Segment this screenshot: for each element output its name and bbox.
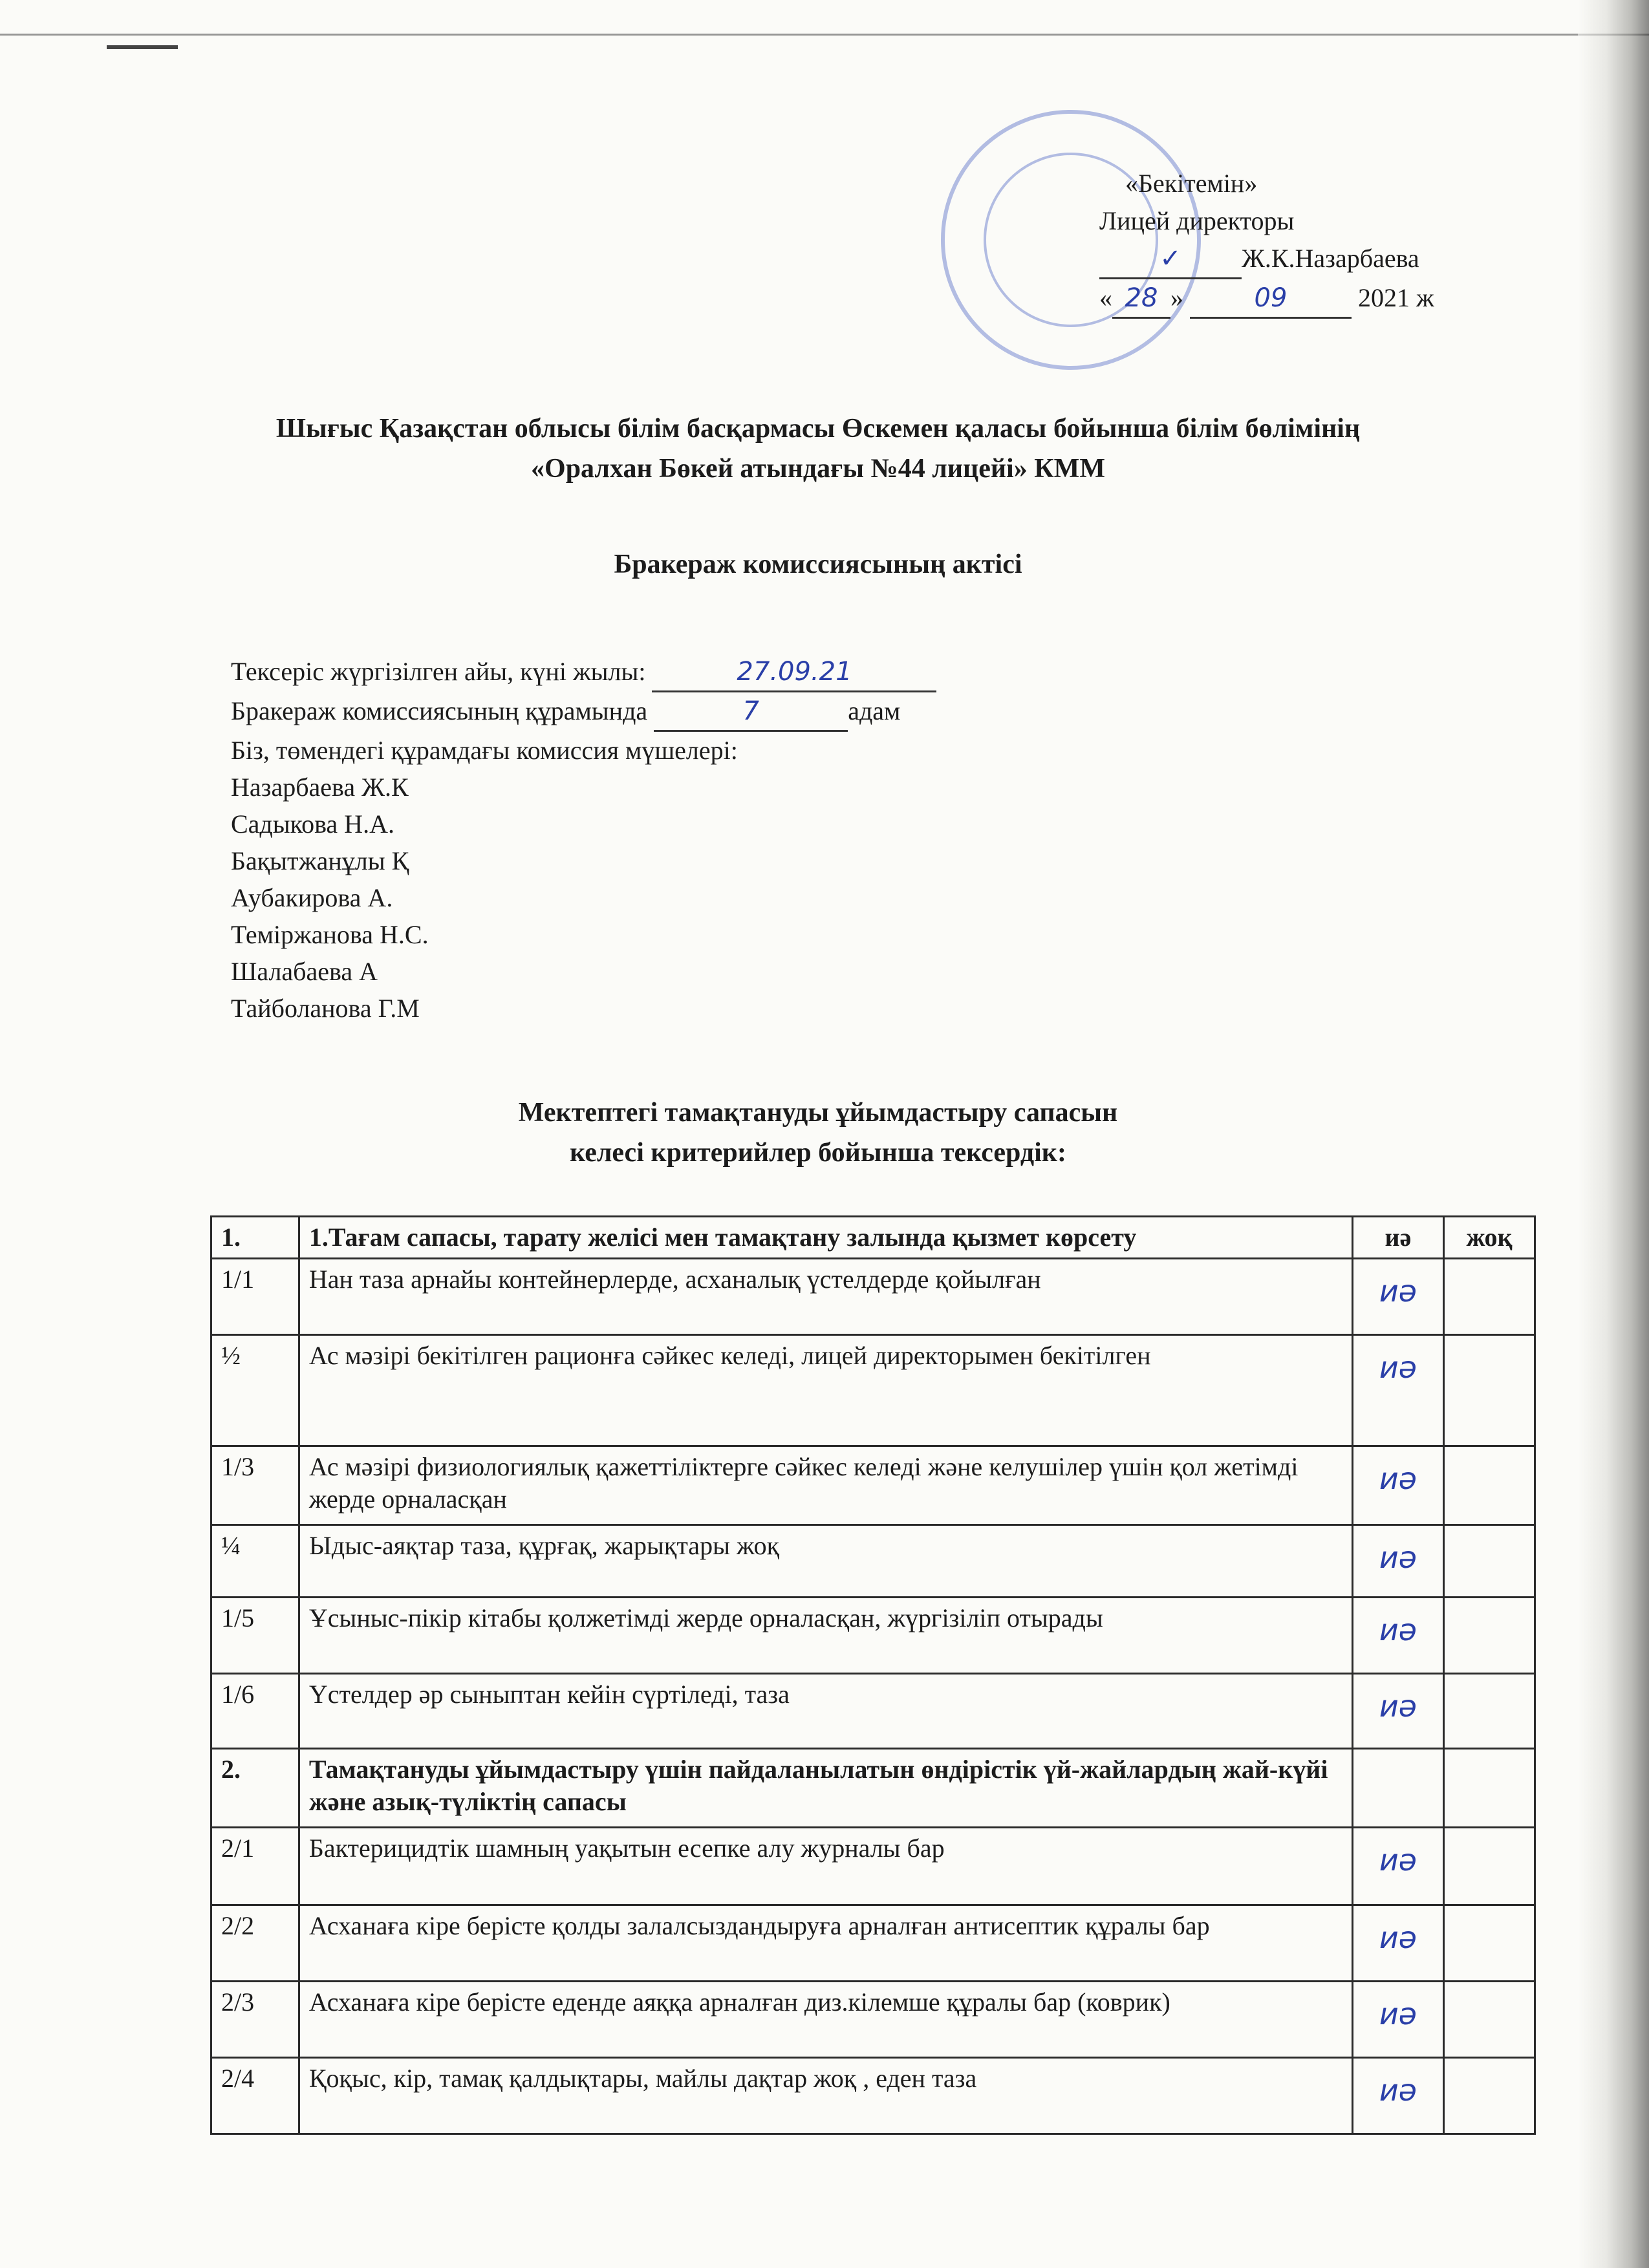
table-row: [211, 1982, 1535, 2058]
table-row: [211, 1598, 1535, 1674]
member-name: Шалабаева А: [231, 957, 378, 986]
section-2-row: [211, 1749, 1535, 1828]
header-yes: иә: [1352, 1217, 1443, 1259]
row-yes-mark: иә: [1379, 1996, 1417, 2031]
header-text: 1.Тағам сапасы, тарату желісі мен тамақтану залында қызмет көрсету: [299, 1217, 1352, 1259]
composition-value: 7: [654, 693, 848, 732]
table-row: [211, 1674, 1535, 1749]
member-name: Тайболанова Г.М: [231, 994, 420, 1023]
act-title: Бракераж комиссиясының актісі: [614, 550, 1022, 579]
date-open-quote: «: [1099, 283, 1112, 312]
row-yes-cell: [1352, 1982, 1443, 2058]
approval-signature-name: Ж.К.Назарбаева: [1242, 244, 1419, 273]
approval-date-year: 2021 ж: [1358, 283, 1434, 312]
table-row: [211, 1828, 1535, 1905]
org-heading: [188, 409, 1449, 489]
row-num: 1/3: [211, 1446, 299, 1525]
members-label: Біз, төмендегі құрамдағы комиссия мүшелері:: [231, 736, 738, 765]
row-yes-cell: [1352, 1598, 1443, 1674]
row-num: 1/6: [211, 1674, 299, 1749]
row-no-cell: [1443, 1259, 1535, 1335]
criteria-heading-line-2: келесі критерийлер бойынша тексердік:: [570, 1138, 1066, 1168]
table-row: [211, 2058, 1535, 2134]
approval-date: [1099, 279, 1513, 319]
row-yes-cell: [1352, 1525, 1443, 1598]
row-no-cell: [1443, 2058, 1535, 2134]
row-no-cell: [1443, 1598, 1535, 1674]
signature-mark: ✓: [1099, 240, 1242, 279]
row-text: Асханаға кіре берісте қолды залалсыздандыруға арналған антисептик құралы бар: [299, 1905, 1352, 1982]
row-yes-mark: иә: [1379, 1540, 1417, 1575]
row-yes-mark: иә: [1379, 1461, 1417, 1496]
row-num: 2/1: [211, 1828, 299, 1905]
table-row: [211, 1446, 1535, 1525]
criteria-heading-line-1: Мектептегі тамақтануды ұйымдастыру сапасын: [518, 1098, 1118, 1128]
date-close-quote: »: [1170, 283, 1183, 312]
inspection-date-label: Тексеріс жүргізілген айы, күні жылы:: [231, 657, 646, 686]
org-line-2: «Оралхан Бөкей атындағы №44 лицейі» КММ: [531, 454, 1105, 484]
scan-shadow-edge: [1578, 0, 1649, 2268]
criteria-table: [210, 1215, 1536, 2135]
row-text: Бактерицидтік шамның уақытын есепке алу журналы бар: [299, 1828, 1352, 1905]
scan-mark: [107, 45, 178, 49]
table-row: [211, 1259, 1535, 1335]
row-yes-cell: [1352, 2058, 1443, 2134]
row-yes-cell: [1352, 1828, 1443, 1905]
approval-signature-line: [1099, 240, 1513, 279]
row-yes-mark: иә: [1379, 1274, 1417, 1309]
row-yes-cell: [1352, 1905, 1443, 1982]
row-num: 2/2: [211, 1905, 299, 1982]
inspection-date-line: [231, 653, 1201, 692]
row-text: Қоқыс, кір, тамақ қалдықтары, майлы дақтар жоқ , еден таза: [299, 2058, 1352, 2134]
member-name: Бақытжанұлы Қ: [231, 846, 409, 875]
section-2-yes-cell: [1352, 1749, 1443, 1828]
row-no-cell: [1443, 1905, 1535, 1982]
row-no-cell: [1443, 1525, 1535, 1598]
criteria-heading: [188, 1093, 1449, 1173]
composition-label: Бракераж комиссиясының құрамында: [231, 696, 648, 725]
row-no-cell: [1443, 1446, 1535, 1525]
table-row: [211, 1905, 1535, 1982]
row-num: 2/3: [211, 1982, 299, 2058]
row-yes-cell: [1352, 1259, 1443, 1335]
row-yes-cell: [1352, 1335, 1443, 1446]
row-yes-mark: иә: [1379, 1843, 1417, 1878]
section-2-text: Тамақтануды ұйымдастыру үшін пайдаланылатын өндірістік үй-жайлардың жай-күйі және азық-түліктің сапасы: [299, 1749, 1352, 1828]
header-num: 1.: [211, 1217, 299, 1259]
composition-unit: адам: [848, 696, 901, 725]
approval-label: «Бекітемін»: [1125, 169, 1258, 198]
row-yes-cell: [1352, 1674, 1443, 1749]
member-name: Теміржанова Н.С.: [231, 920, 429, 949]
table-row: [211, 1335, 1535, 1446]
inspection-info: [231, 653, 1201, 1027]
row-yes-mark: иә: [1379, 1612, 1417, 1647]
row-text: Ыдыс-аяқтар таза, құрғақ, жарықтары жоқ: [299, 1525, 1352, 1598]
header-no: жоқ: [1443, 1217, 1535, 1259]
member-name: Назарбаева Ж.К: [231, 773, 409, 802]
row-no-cell: [1443, 1335, 1535, 1446]
scan-top-line: [0, 34, 1649, 36]
row-yes-mark: иә: [1379, 1920, 1417, 1955]
row-yes-cell: [1352, 1446, 1443, 1525]
row-text: Ас мәзірі бекітілген рационға сәйкес келеді, лицей директорымен бекітілген: [299, 1335, 1352, 1446]
org-line-1: Шығыс Қазақстан облысы білім басқармасы Өскемен қаласы бойынша білім бөлімінің: [275, 414, 1361, 444]
section-2-no-cell: [1443, 1749, 1535, 1828]
composition-line: [231, 692, 1201, 732]
member-name: Аубакирова А.: [231, 883, 393, 912]
table-header-row: [211, 1217, 1535, 1259]
row-text: Асханаға кіре берісте еденде аяққа арналған диз.кілемше құралы бар (коврик): [299, 1982, 1352, 2058]
table-row: [211, 1525, 1535, 1598]
approval-date-day: 28: [1112, 279, 1170, 319]
row-no-cell: [1443, 1674, 1535, 1749]
section-2-num: 2.: [211, 1749, 299, 1828]
row-num: 1/1: [211, 1259, 299, 1335]
row-text: Нан таза арнайы контейнерлерде, асханалық үстелдерде қойылған: [299, 1259, 1352, 1335]
row-num: 1/5: [211, 1598, 299, 1674]
row-text: Ұсыныс-пікір кітабы қолжетімді жерде орналасқан, жүргізіліп отырады: [299, 1598, 1352, 1674]
inspection-date-value: 27.09.21: [652, 654, 936, 692]
row-num: 2/4: [211, 2058, 299, 2134]
approval-block: [1099, 165, 1513, 319]
row-yes-mark: иә: [1379, 1350, 1417, 1385]
row-text: Ас мәзірі физиологиялық қажеттіліктерге сәйкес келеді және келушілер үшін қол жетімді жерде орналасқан: [299, 1446, 1352, 1525]
row-num: ¼: [211, 1525, 299, 1598]
row-text: Үстелдер әр сыныптан кейін сүртіледі, таза: [299, 1674, 1352, 1749]
row-yes-mark: иә: [1379, 1689, 1417, 1724]
approval-role: Лицей директоры: [1099, 206, 1295, 235]
member-name: Садыкова Н.А.: [231, 809, 394, 839]
row-num: ½: [211, 1335, 299, 1446]
row-no-cell: [1443, 1828, 1535, 1905]
row-no-cell: [1443, 1982, 1535, 2058]
row-yes-mark: иә: [1379, 2073, 1417, 2108]
approval-date-month: 09: [1190, 279, 1352, 319]
